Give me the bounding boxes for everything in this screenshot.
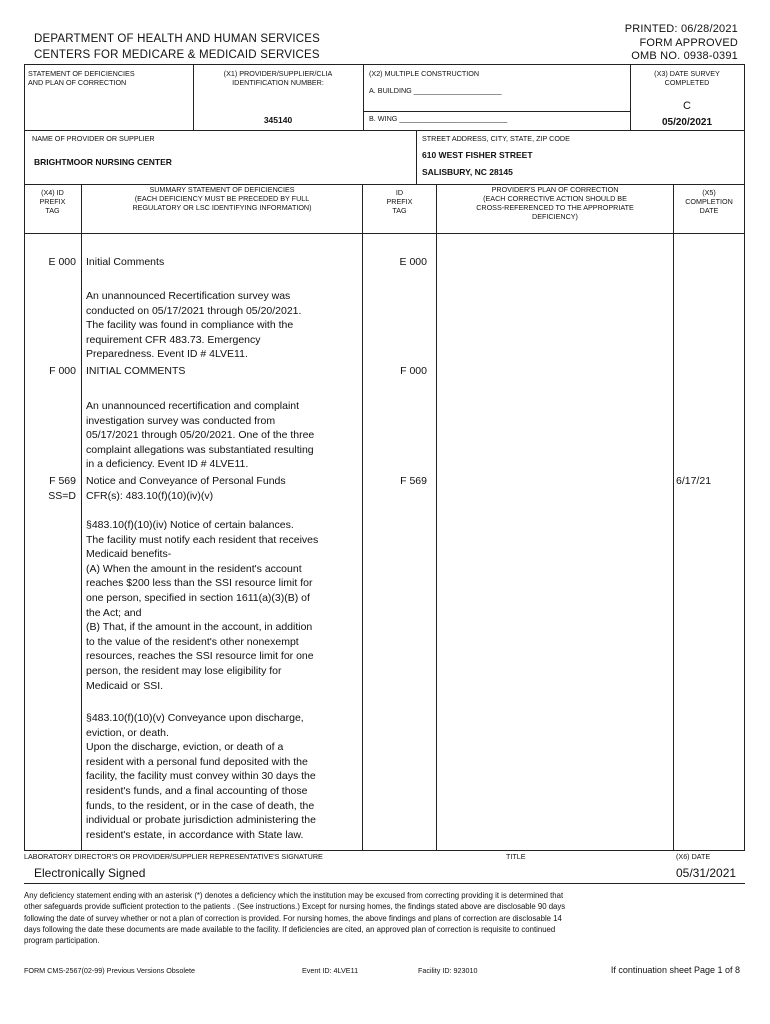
f569-completion-date: 6/17/21 xyxy=(676,475,712,487)
signature-value: Electronically Signed xyxy=(34,866,146,880)
f569-id: F 569 xyxy=(400,475,427,487)
x4-column-header: (X4) ID PREFIX TAG xyxy=(39,188,66,215)
plan-column-header: PROVIDER'S PLAN OF CORRECTION (EACH CORRECTIVE ACTION SHOULD BE CROSS-REFERENCED TO THE APPROPRIATE DEFICIENCY) xyxy=(476,185,634,221)
omb-number: OMB NO. 0938-0391 xyxy=(631,50,738,62)
x6-date-label: (X6) DATE xyxy=(676,852,711,861)
printed-date: PRINTED: 06/28/2021 xyxy=(624,23,738,35)
f569-tag: F 569 xyxy=(49,475,76,487)
provider-name-label: NAME OF PROVIDER OR SUPPLIER xyxy=(32,134,155,143)
form-approved: FORM APPROVED xyxy=(639,37,738,49)
f000-body: An unannounced recertification and complaint investigation survey was conducted from 05/17/2021 through 05/20/2021. One of the three complaint allegations was substantiated resulting in a deficiency. Event ID # 4LVE11. xyxy=(86,400,315,471)
f000-title: INITIAL COMMENTS xyxy=(86,365,186,377)
f569-body-conveyance: §483.10(f)(10)(v) Conveyance upon discharge, eviction, or death. Upon the discharge, eviction, or death of a resident with a personal fund deposited with the facility, the facility must convey within 30 days the resident's funds, and a final accounting of those funds, to the resident, or in the case of death, the individual or probate jurisdiction administering the resident's estate, in accordance with State law. xyxy=(86,712,316,841)
address-line1: 610 WEST FISHER STREET xyxy=(422,150,533,160)
x2-building: A. BUILDING ______________________ xyxy=(369,86,502,95)
x5-column-header: (X5) COMPLETION DATE xyxy=(685,188,733,215)
x3-code: C xyxy=(683,100,691,112)
address-label: STREET ADDRESS, CITY, STATE, ZIP CODE xyxy=(422,134,570,143)
x1-label: (X1) PROVIDER/SUPPLIER/CLIA IDENTIFICATION NUMBER: xyxy=(223,69,333,87)
statement-label: STATEMENT OF DEFICIENCIES AND PLAN OF CORRECTION xyxy=(28,69,135,87)
f569-scope-severity: SS=D xyxy=(48,490,76,502)
e000-tag: E 000 xyxy=(48,256,76,268)
department-name: DEPARTMENT OF HEALTH AND HUMAN SERVICES xyxy=(34,33,320,45)
id-column-header: ID PREFIX TAG xyxy=(386,188,413,215)
x3-survey-date: 05/20/2021 xyxy=(661,117,713,128)
x2-label: (X2) MULTIPLE CONSTRUCTION xyxy=(369,69,480,78)
summary-column-header: SUMMARY STATEMENT OF DEFICIENCIES (EACH DEFICIENCY MUST BE PRECEDED BY FULL REGULATORY OR LSC IDENTIFYING INFORMATION) xyxy=(132,185,312,212)
x1-provider-number: 345140 xyxy=(263,115,293,125)
facility-id: Facility ID: 923010 xyxy=(418,966,478,975)
signature-label: LABORATORY DIRECTOR'S OR PROVIDER/SUPPLIER REPRESENTATIVE'S SIGNATURE xyxy=(24,852,323,861)
event-id: Event ID: 4LVE11 xyxy=(302,966,359,975)
provider-name: BRIGHTMOOR NURSING CENTER xyxy=(34,157,172,167)
f569-body-notice: §483.10(f)(10)(iv) Notice of certain balances. The facility must notify each resident that receives Medicaid benefits- (A) When the amount in the resident's account reaches $200 less than the SSI resource limit for one person, specified in section 1611(a)(3)(B) of the Act; and (B) That, if the amount in the account, in addition to the value of the resident's other nonexempt resources, reaches the SSI resource limit for one person, the resident may lose eligibility for Medicaid or SSI. xyxy=(86,519,319,692)
agency-name: CENTERS FOR MEDICARE & MEDICAID SERVICES xyxy=(34,49,320,61)
page-indicator: If continuation sheet Page 1 of 8 xyxy=(610,965,740,975)
f000-tag: F 000 xyxy=(49,365,76,377)
e000-title: Initial Comments xyxy=(86,256,165,268)
e000-id: E 000 xyxy=(399,256,427,268)
x3-label: (X3) DATE SURVEY COMPLETED xyxy=(654,69,720,87)
disclaimer-text: Any deficiency statement ending with an asterisk (*) denotes a deficiency which the institution may be excused from correcting providing it is determined that other safeguards provide sufficient protection to the patients . (See instructions.) Except for nursing homes, the findings stated above are disclosable 90 days following the date of survey whether or not a plan of correction is provided. For nursing homes, the above findings and plans of correction are disclosable 14 days following the date these documents are made available to the facility. If deficiencies are cited, an approved plan of correction is requisite to continued program participation. xyxy=(24,891,566,946)
e000-body: An unannounced Recertification survey was conducted on 05/17/2021 through 05/20/2021. The facility was found in compliance with the requirement CFR 483.73. Emergency Preparedness. Event ID # 4LVE11. xyxy=(86,290,302,361)
x2-wing: B. WING ___________________________ xyxy=(369,114,508,123)
address-line2: SALISBURY, NC 28145 xyxy=(422,167,513,177)
f569-title: Notice and Conveyance of Personal Funds CFR(s): 483.10(f)(10)(iv)(v) xyxy=(86,475,286,502)
f000-id: F 000 xyxy=(400,365,427,377)
signature-date: 05/31/2021 xyxy=(676,866,737,880)
form-number: FORM CMS-2567(02-99) Previous Versions Obsolete xyxy=(24,966,195,975)
title-label: TITLE xyxy=(506,852,526,861)
